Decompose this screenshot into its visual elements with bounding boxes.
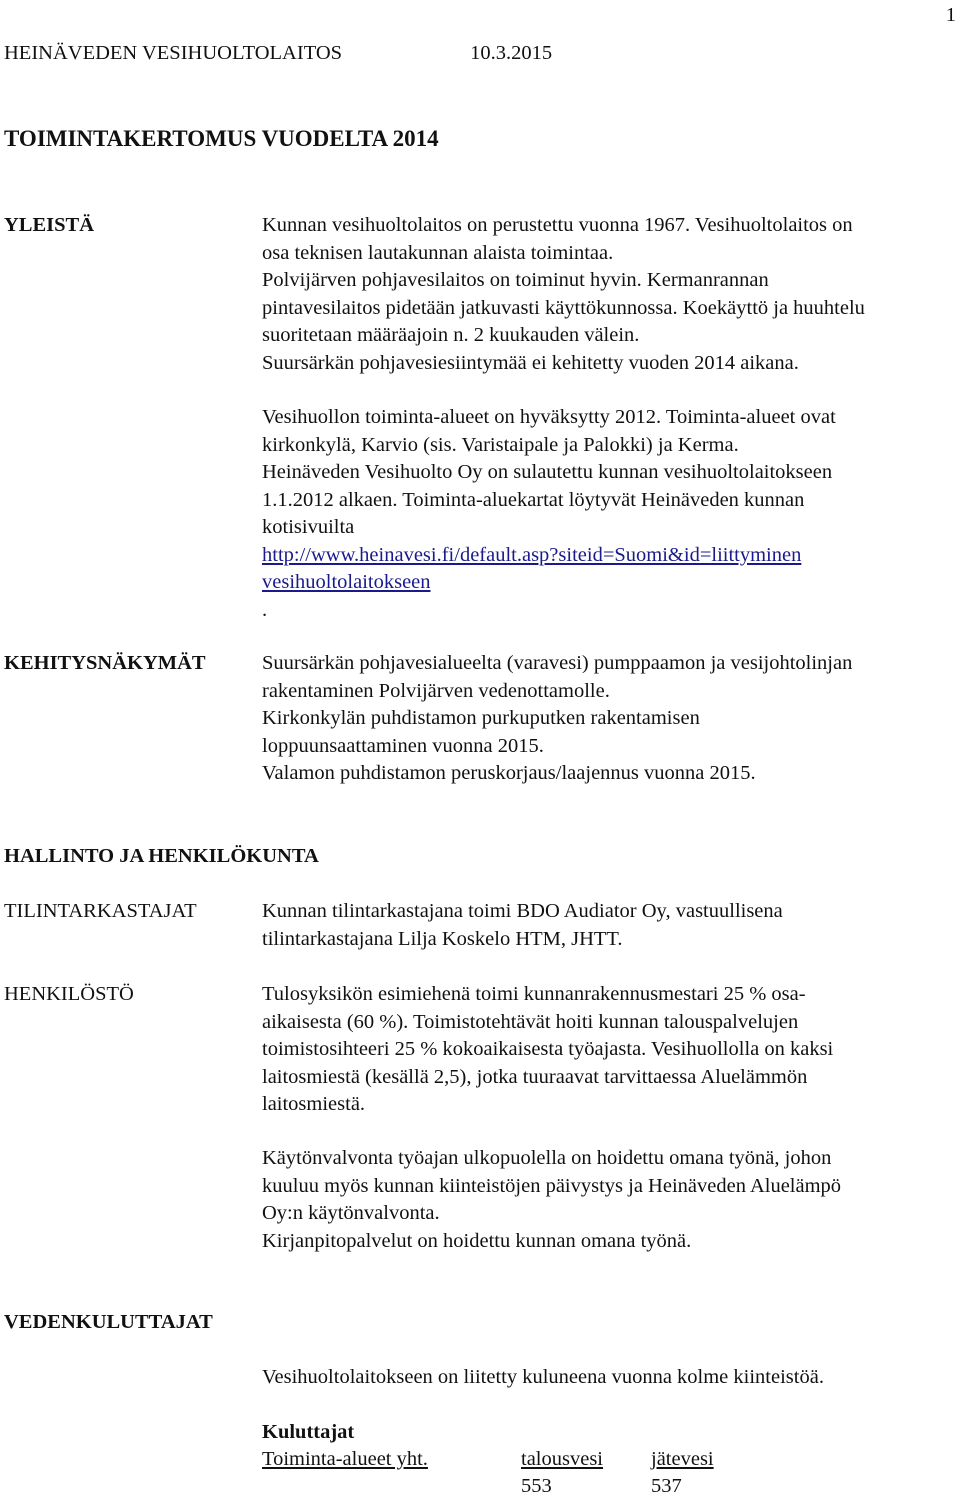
consumers-table-value-row	[262, 1473, 682, 1501]
label-tilintarkastajat: TILINTARKASTAJAT	[4, 900, 197, 922]
column-header-talousvesi: talousvesi	[521, 1448, 603, 1470]
yleista-paragraph-1	[262, 212, 956, 377]
text-line: loppuunsaattaminen vuonna 2015.	[262, 734, 544, 757]
consumers-table-header-row	[262, 1446, 714, 1474]
text-line: rakentaminen Polvijärven vedenottamolle.	[262, 679, 610, 702]
yleista-paragraph-2	[262, 404, 956, 624]
label-henkilosto: HENKILÖSTÖ	[4, 983, 134, 1005]
text-line: kirkonkylä, Karvio (sis. Varistaipale ja Palokki) ja Kerma.	[262, 433, 739, 456]
text-line: Suursärkän pohjavesialueelta (varavesi) pumppaamon ja vesijohtolinjan	[262, 652, 853, 674]
document-header	[4, 40, 552, 68]
text-line: Kirkonkylän puhdistamon purkuputken rakentamisen	[262, 707, 700, 729]
toiminta-alue-link-cont[interactable]: vesihuoltolaitokseen	[262, 571, 431, 593]
text-line: laitosmiestä (kesällä 2,5), jotka tuuraavat tarvittaessa Aluelämmön	[262, 1065, 808, 1088]
page-number: 1	[945, 4, 956, 26]
row-label: Toiminta-alueet yht.	[262, 1448, 428, 1470]
link-tail: .	[262, 598, 268, 621]
text-line: tilintarkastajana Lilja Koskelo HTM, JHTT.	[262, 927, 623, 950]
organization-name: HEINÄVEDEN VESIHUOLTOLAITOS	[4, 42, 343, 64]
document-date: 10.3.2015	[470, 42, 553, 64]
value-jatevesi: 537	[651, 1475, 682, 1497]
text-line: Suursärkän pohjavesiesiintymää ei kehitetty vuoden 2014 aikana.	[262, 351, 799, 374]
section-label-kehitysnakymat: KEHITYSNÄKYMÄT	[4, 652, 206, 674]
consumers-table-title: Kuluttajat	[262, 1421, 355, 1443]
text-line: Valamon puhdistamon peruskorjaus/laajennus vuonna 2015.	[262, 762, 756, 784]
vedenkuluttajat-text: Vesihuoltolaitokseen on liitetty kuluneena vuonna kolme kiinteistöä.	[262, 1366, 824, 1388]
document-title: TOIMINTAKERTOMUS VUODELTA 2014	[4, 126, 439, 151]
text-line: Kirjanpitopalvelut on hoidettu kunnan omana työnä.	[262, 1229, 692, 1252]
text-line: aikaisesta (60 %). Toimistotehtävät hoiti kunnan talouspalvelujen	[262, 1010, 799, 1033]
text-line: pintavesilaitos pidetään jatkuvasti käyttökunnossa. Koekäyttö ja huuhtelu	[262, 296, 865, 319]
text-line: kuuluu myös kunnan kiinteistöjen päivystys ja Heinäveden Aluelämpö	[262, 1174, 842, 1197]
text-line: osa teknisen lautakunnan alaista toimintaa.	[262, 241, 614, 264]
text-line: toimistosihteeri 25 % kokoaikaisesta työajasta. Vesihuollolla on kaksi	[262, 1038, 834, 1060]
text-line: kotisivuilta	[262, 516, 355, 538]
value-talousvesi: 553	[521, 1475, 552, 1497]
text-line: Polvijärven pohjavesilaitos on toiminut hyvin. Kermanrannan	[262, 269, 769, 291]
kehitysnakymat-text	[262, 650, 956, 788]
henkilosto-paragraph-1	[262, 981, 956, 1119]
tilintarkastajat-text	[262, 898, 956, 953]
toiminta-alue-link[interactable]: http://www.heinavesi.fi/default.asp?siteid=Suomi&id=liittyminen	[262, 543, 802, 566]
text-line: Kunnan tilintarkastajana toimi BDO Audiator Oy, vastuullisena	[262, 900, 783, 922]
text-line: Kunnan vesihuoltolaitos on perustettu vuonna 1967. Vesihuoltolaitos on	[262, 214, 853, 236]
text-line: 1.1.2012 alkaen. Toiminta-aluekartat löytyvät Heinäveden kunnan	[262, 488, 805, 511]
section-label-yleista: YLEISTÄ	[4, 214, 95, 236]
text-line: Käytönvalvonta työajan ulkopuolella on hoidettu omana työnä, johon	[262, 1147, 832, 1169]
text-line: Tulosyksikön esimiehenä toimi kunnanrakennusmestari 25 % osa-	[262, 983, 806, 1005]
henkilosto-paragraph-2	[262, 1145, 956, 1255]
text-line: Heinäveden Vesihuolto Oy on sulautettu kunnan vesihuoltolaitokseen	[262, 461, 833, 483]
section-heading-hallinto: HALLINTO JA HENKILÖKUNTA	[4, 845, 319, 867]
text-line: Vesihuollon toiminta-alueet on hyväksytty 2012. Toiminta-alueet ovat	[262, 406, 836, 428]
text-line: Oy:n käytönvalvonta.	[262, 1202, 440, 1224]
text-line: laitosmiestä.	[262, 1093, 366, 1115]
column-header-jatevesi: jätevesi	[651, 1448, 714, 1470]
section-heading-vedenkuluttajat: VEDENKULUTTAJAT	[4, 1311, 213, 1333]
text-line: suoritetaan määräajoin n. 2 kuukauden välein.	[262, 324, 640, 346]
